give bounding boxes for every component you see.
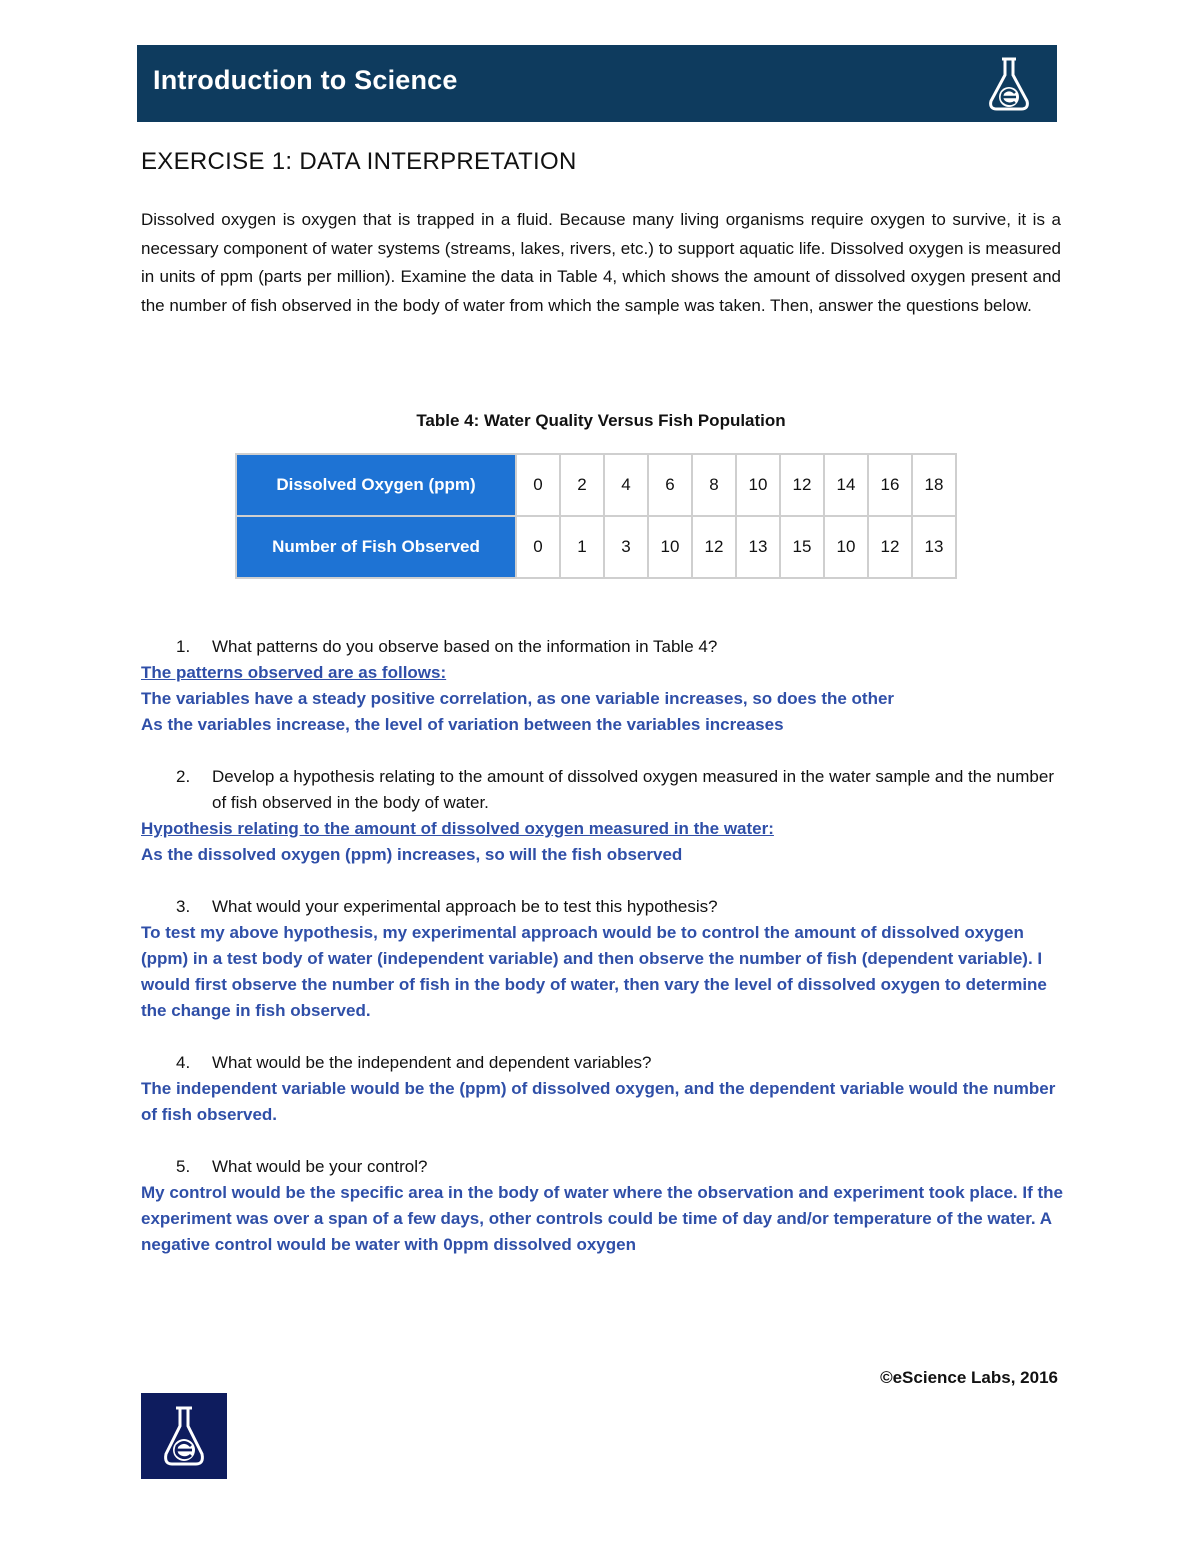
question-2 <box>141 764 1071 816</box>
table-cell: 4 <box>604 454 648 516</box>
table-row-fish <box>236 516 956 578</box>
question-number: 5. <box>176 1157 191 1176</box>
answer-text: To test my above hypothesis, my experimental approach would be to control the amount of dissolved oxygen (ppm) in a test body of water (independent variable) and then observe the number of fish (dependent variable). I would first observe the number of fish in the body of water, then vary the level of dissolved oxygen to determine the change in fish observed. <box>141 923 1047 1020</box>
table-cell: 18 <box>912 454 956 516</box>
question-4 <box>141 1050 1071 1076</box>
header-banner <box>137 45 1057 122</box>
table-cell: 3 <box>604 516 648 578</box>
table-cell: 12 <box>692 516 736 578</box>
table-cell: 16 <box>868 454 912 516</box>
question-text: What would your experimental approach be to test this hypothesis? <box>212 897 718 916</box>
answer-text: The independent variable would be the (ppm) of dissolved oxygen, and the dependent variable would the number of fish observed. <box>141 1079 1056 1124</box>
answer-heading: Hypothesis relating to the amount of dissolved oxygen measured in the water: <box>141 819 774 838</box>
table-cell: 13 <box>912 516 956 578</box>
copyright: ©eScience Labs, 2016 <box>880 1368 1058 1387</box>
table-cell: 0 <box>516 454 560 516</box>
row-header-fish: Number of Fish Observed <box>236 516 516 578</box>
table-cell: 10 <box>824 516 868 578</box>
intro-paragraph: Dissolved oxygen is oxygen that is trapped in a fluid. Because many living organisms require oxygen to survive, it is a necessary component of water systems (streams, lakes, rivers, etc.) to support aquatic life. Dissolved oxygen is measured in units of ppm (parts per million). Examine the data in Table 4, which shows the amount of dissolved oxygen present and the number of fish observed in the body of water from which the sample was taken. Then, answer the questions below. <box>141 210 1061 315</box>
table-cell: 12 <box>780 454 824 516</box>
flask-e-logo-icon <box>987 55 1031 113</box>
table-cell: 1 <box>560 516 604 578</box>
question-text: Develop a hypothesis relating to the amount of dissolved oxygen measured in the water sample and the number of fish observed in the body of water. <box>212 767 1054 812</box>
exercise-title: EXERCISE 1: DATA INTERPRETATION <box>141 148 577 175</box>
table-cell: 2 <box>560 454 604 516</box>
question-text: What would be the independent and dependent variables? <box>212 1053 652 1072</box>
table-cell: 15 <box>780 516 824 578</box>
table-row-oxygen <box>236 454 956 516</box>
table-cell: 10 <box>736 454 780 516</box>
row-header-oxygen: Dissolved Oxygen (ppm) <box>236 454 516 516</box>
question-number: 3. <box>176 897 191 916</box>
table-cell: 13 <box>736 516 780 578</box>
table-cell: 14 <box>824 454 868 516</box>
flask-e-logo-icon <box>162 1404 206 1468</box>
table-cell: 6 <box>648 454 692 516</box>
table-cell: 12 <box>868 516 912 578</box>
question-number: 1. <box>176 637 191 656</box>
footer-logo <box>141 1393 227 1479</box>
answer-heading: The patterns observed are as follows: <box>141 663 447 682</box>
question-5 <box>141 1154 1071 1180</box>
answer-text: The variables have a steady positive correlation, as one variable increases, so does the other <box>141 689 895 708</box>
question-3 <box>141 894 1071 920</box>
course-title: Introduction to Science <box>153 65 458 95</box>
table-cell: 8 <box>692 454 736 516</box>
data-table <box>235 453 957 579</box>
answer-text: As the dissolved oxygen (ppm) increases, so will the fish observed <box>141 845 683 864</box>
question-text: What would be your control? <box>212 1157 428 1176</box>
question-1 <box>141 634 1071 660</box>
answer-text: As the variables increase, the level of variation between the variables increases <box>141 715 784 734</box>
table-caption: Table 4: Water Quality Versus Fish Population <box>416 411 786 430</box>
question-text: What patterns do you observe based on the information in Table 4? <box>212 637 718 656</box>
question-number: 2. <box>176 767 191 786</box>
answer-text: My control would be the specific area in the body of water where the observation and experiment took place. If the experiment was over a span of a few days, other controls could be time of day and/or temperature of the water. A negative control would be water with 0ppm dissolved oxygen <box>141 1183 1063 1254</box>
table-cell: 10 <box>648 516 692 578</box>
question-number: 4. <box>176 1053 191 1072</box>
questions-list <box>141 634 1071 1258</box>
table-cell: 0 <box>516 516 560 578</box>
